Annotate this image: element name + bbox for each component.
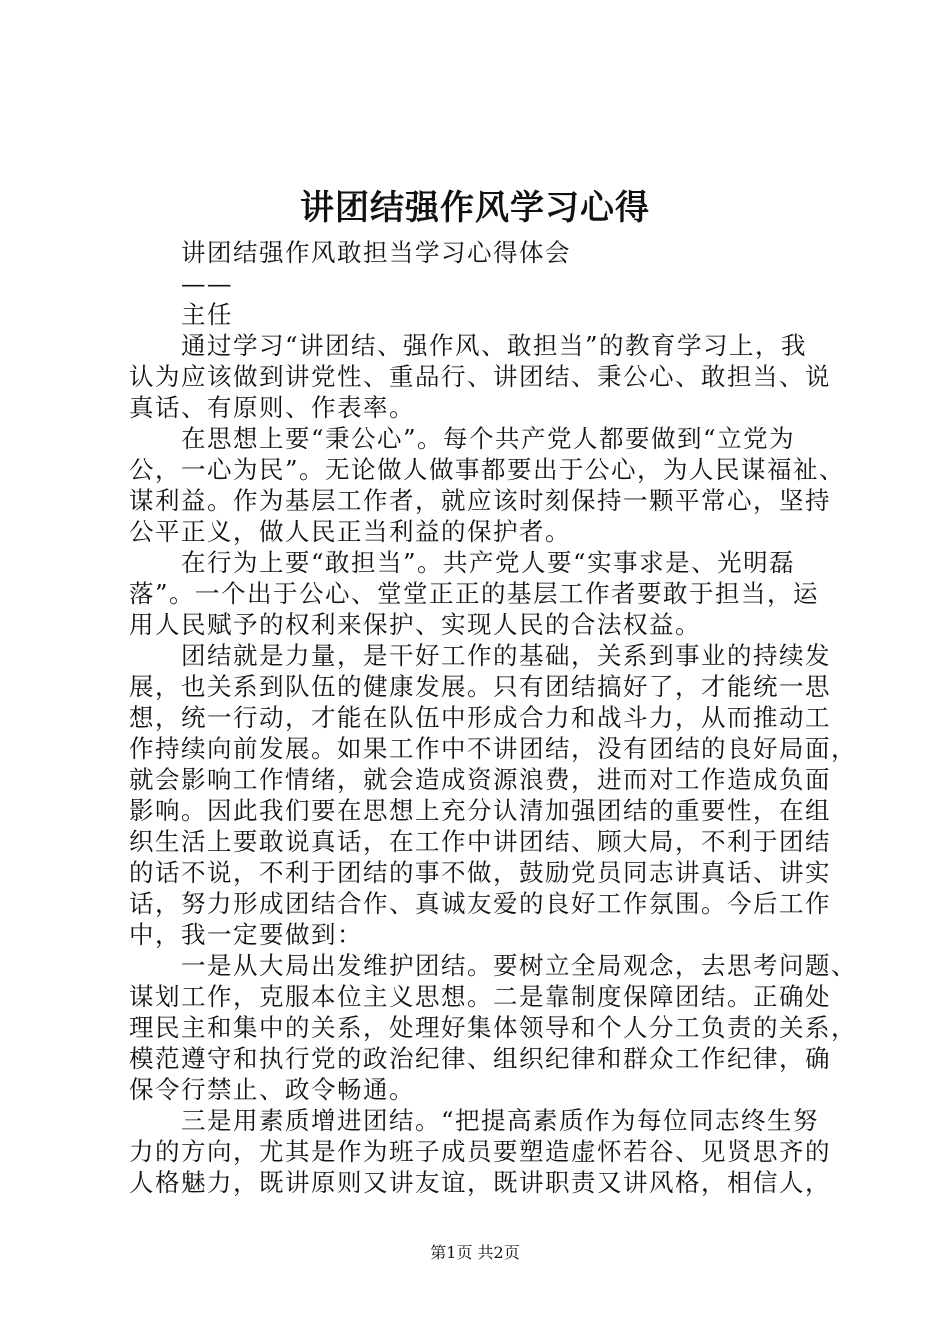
body-line: 主任 — [181, 300, 233, 329]
document-body — [129, 237, 857, 1198]
body-line: 一是从大局出发维护团结。要树立全局观念，去思考问题、 — [181, 951, 857, 980]
body-line: 织生活上要敢说真话，在工作中讲团结、顾大局，不利于团结 — [129, 827, 831, 856]
body-line: 谋利益。作为基层工作者，就应该时刻保持一颗平常心，坚持 — [129, 486, 831, 515]
body-line: 作持续向前发展。如果工作中不讲团结，没有团结的良好局面， — [129, 734, 857, 763]
body-line: 展，也关系到队伍的健康发展。只有团结搞好了，才能统一思 — [129, 672, 831, 701]
document-title: 讲团结强作风学习心得 — [300, 188, 650, 228]
body-line: 在思想上要“秉公心”。每个共产党人都要做到“立党为 — [181, 424, 796, 453]
body-line: 想，统一行动，才能在队伍中形成合力和战斗力，从而推动工 — [129, 703, 831, 732]
body-line: 力的方向，尤其是作为班子成员要塑造虚怀若谷、见贤思齐的 — [129, 1137, 831, 1166]
body-line: 团结就是力量，是干好工作的基础，关系到事业的持续发 — [181, 641, 831, 670]
body-line: 模范遵守和执行党的政治纪律、组织纪律和群众工作纪律，确 — [129, 1044, 831, 1073]
body-line: —— — [181, 269, 233, 298]
body-line: 三是用素质增进团结。“把提高素质作为每位同志终生努 — [181, 1106, 820, 1135]
body-line: 落”。一个出于公心、堂堂正正的基层工作者要敢于担当，运 — [129, 579, 820, 608]
body-line: 用人民赋予的权利来保护、实现人民的合法权益。 — [129, 610, 701, 639]
body-line: 在行为上要“敢担当”。共产党人要“实事求是、光明磊 — [181, 548, 796, 577]
body-line: 就会影响工作情绪，就会造成资源浪费，进而对工作造成负面 — [129, 765, 831, 794]
body-line: 谋划工作，克服本位主义思想。二是靠制度保障团结。正确处 — [129, 982, 831, 1011]
body-line: 讲团结强作风敢担当学习心得体会 — [181, 238, 571, 267]
page-footer: 第1页 共2页 — [430, 1243, 520, 1262]
body-line: 人格魅力，既讲原则又讲友谊，既讲职责又讲风格，相信人， — [129, 1168, 831, 1197]
body-line: 通过学习“讲团结、强作风、敢担当”的教育学习上，我 — [181, 331, 808, 360]
body-line: 理民主和集中的关系，处理好集体领导和个人分工负责的关系， — [129, 1013, 857, 1042]
body-line: 公，一心为民”。无论做人做事都要出于公心，为人民谋福祉、 — [129, 455, 846, 484]
body-line: 中，我一定要做到： — [129, 920, 363, 949]
body-line: 认为应该做到讲党性、重品行、讲团结、秉公心、敢担当、说 — [129, 362, 831, 391]
body-line: 的话不说，不利于团结的事不做，鼓励党员同志讲真话、讲实 — [129, 858, 831, 887]
body-line: 公平正义，做人民正当利益的保护者。 — [129, 517, 571, 546]
body-line: 真话、有原则、作表率。 — [129, 393, 415, 422]
body-line: 影响。因此我们要在思想上充分认清加强团结的重要性，在组 — [129, 796, 831, 825]
body-line: 话，努力形成团结合作、真诚友爱的良好工作氛围。今后工作 — [129, 889, 831, 918]
body-line: 保令行禁止、政令畅通。 — [129, 1075, 415, 1104]
